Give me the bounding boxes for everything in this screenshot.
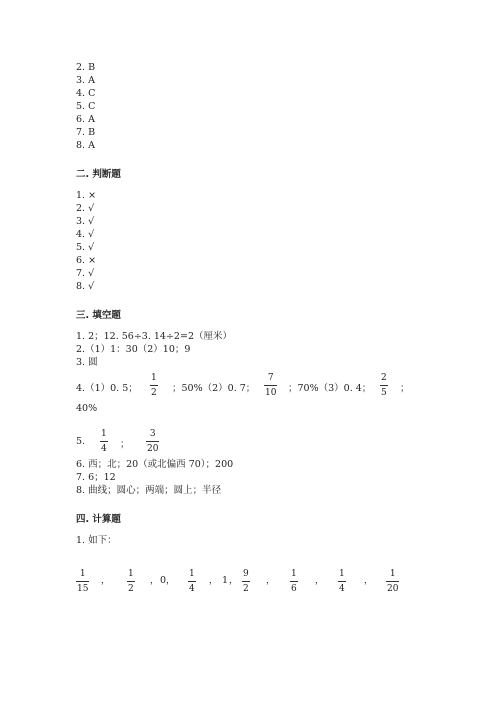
denominator: 4 xyxy=(101,444,107,454)
numerator: 1 xyxy=(79,569,86,579)
fill-answer-4-part-c: ；70%（3）0. 4； xyxy=(288,383,372,394)
fill-answer-4-part-d: ； xyxy=(400,383,410,394)
calc-fraction xyxy=(386,569,399,594)
separator: ， xyxy=(364,576,374,586)
calc-value-zero: 0 xyxy=(160,575,167,586)
fill-answer-6: 6. 西；北；20（或北偏西 70）；200 xyxy=(76,459,234,470)
denominator: 4 xyxy=(339,584,345,594)
numerator: 3 xyxy=(149,429,156,439)
denominator: 2 xyxy=(151,388,157,398)
separator: ， xyxy=(101,576,111,586)
calc-fraction xyxy=(127,569,135,594)
separator: ， xyxy=(229,576,239,586)
denominator: 20 xyxy=(147,444,159,454)
numerator: 1 xyxy=(291,569,297,579)
numerator: 1 xyxy=(189,569,195,579)
denominator: 15 xyxy=(77,584,89,594)
calc-value-one: 1 xyxy=(222,575,229,586)
numerator: 2 xyxy=(381,373,387,383)
fill-answer-5-label: 5. xyxy=(76,436,86,447)
calc-fraction xyxy=(76,569,89,594)
separator: ， xyxy=(315,576,325,586)
fill-section-title: 三. 填空题 xyxy=(76,310,121,321)
calc-section-title: 四. 计算题 xyxy=(76,514,121,525)
fill-answer-2: 2.（1）1：30（2）10；9 xyxy=(76,344,191,355)
numerator: 7 xyxy=(267,373,274,383)
fill-answer-4-part-b: ；50%（2）0. 7； xyxy=(172,383,256,394)
fill-answer-5-sep: ； xyxy=(120,439,130,450)
judge-answer: 6. × xyxy=(76,255,97,266)
numerator: 9 xyxy=(243,569,249,579)
choice-answer-8: 8. A xyxy=(76,140,95,151)
separator: ， xyxy=(209,576,219,586)
choice-answer-2: 2. B xyxy=(76,62,96,73)
choice-answer-6: 6. A xyxy=(76,114,95,125)
judge-answer: 5. √ xyxy=(76,242,95,253)
separator: ， xyxy=(166,576,176,586)
denominator: 6 xyxy=(291,584,297,594)
numerator: 1 xyxy=(339,569,345,579)
calc-fraction xyxy=(338,569,346,594)
calc-fraction xyxy=(290,569,298,594)
choice-answer-5: 5. C xyxy=(76,101,96,112)
choice-answer-7: 7. B xyxy=(76,127,96,138)
judge-answer: 1. × xyxy=(76,190,97,201)
denominator: 5 xyxy=(381,388,387,398)
judge-answer: 3. √ xyxy=(76,216,95,227)
calc-fraction xyxy=(242,569,250,594)
choice-answer-3: 3. A xyxy=(76,75,95,86)
numerator: 1 xyxy=(128,569,134,579)
calc-intro: 1. 如下： xyxy=(76,535,117,546)
fraction-two-fifths xyxy=(380,373,388,398)
denominator: 2 xyxy=(243,584,249,594)
separator: ， xyxy=(150,576,160,586)
judge-answer: 2. √ xyxy=(76,203,95,214)
choice-answer-4: 4. C xyxy=(76,88,96,99)
numerator: 1 xyxy=(151,373,157,383)
denominator: 20 xyxy=(387,584,399,594)
judge-section-title: 二. 判断题 xyxy=(76,169,121,180)
denominator: 2 xyxy=(128,584,134,594)
numerator: 1 xyxy=(389,569,396,579)
fill-answer-7: 7. 6；12 xyxy=(76,472,116,483)
judge-answer: 8. √ xyxy=(76,281,95,292)
fill-answer-1: 1. 2；12. 56÷3. 14÷2=2（厘米） xyxy=(76,331,232,342)
fill-answer-4-part-e: 40% xyxy=(76,403,98,414)
fill-answer-4-part-a: 4.（1）0. 5； xyxy=(76,383,138,394)
denominator: 10 xyxy=(265,388,277,398)
judge-answer: 7. √ xyxy=(76,268,95,279)
fill-answer-8: 8. 曲线；圆心；两端；圆上；半径 xyxy=(76,485,222,496)
fraction-one-quarter xyxy=(100,429,108,454)
fraction-one-half xyxy=(150,373,158,398)
judge-answer: 4. √ xyxy=(76,229,95,240)
denominator: 4 xyxy=(189,584,195,594)
fraction-three-twentieths xyxy=(146,429,159,454)
separator: ， xyxy=(266,576,276,586)
numerator: 1 xyxy=(101,429,107,439)
calc-fraction xyxy=(188,569,196,594)
fraction-seven-tenths xyxy=(264,373,277,398)
fill-answer-3: 3. 圆 xyxy=(76,357,98,368)
